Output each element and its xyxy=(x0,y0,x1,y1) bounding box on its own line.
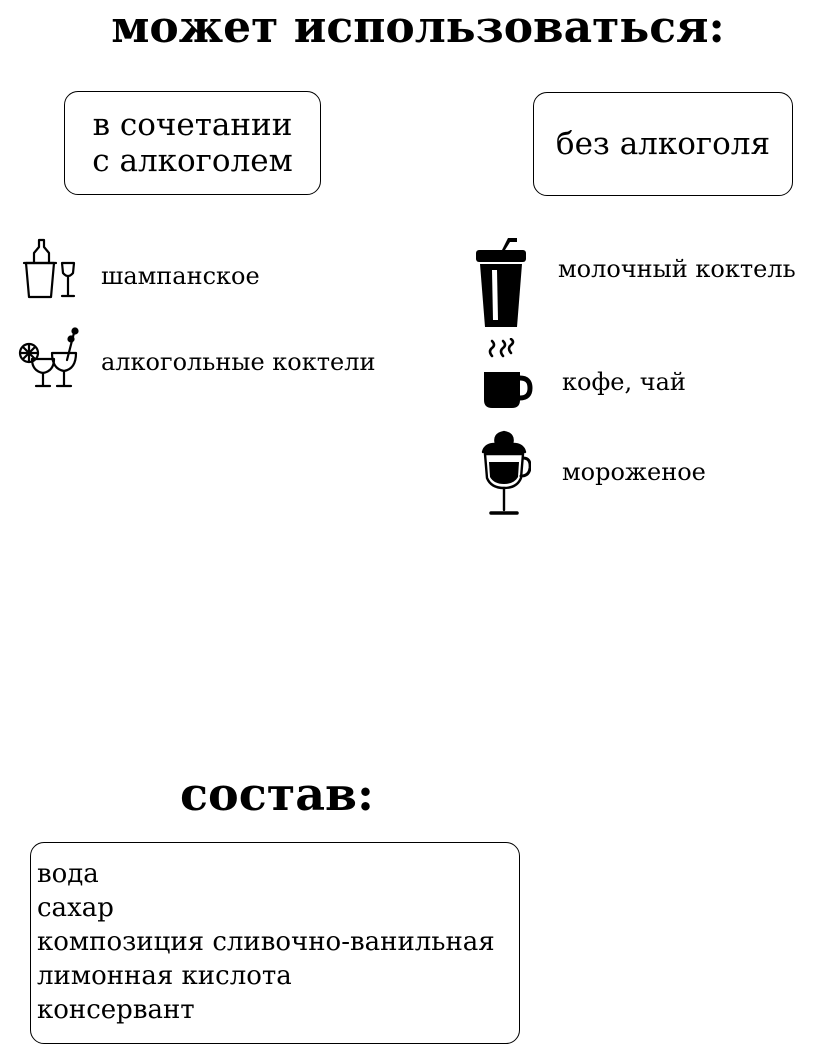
ingredients-list xyxy=(37,857,519,1027)
without-alcohol-item-coffee-tea: кофе, чай xyxy=(562,368,686,396)
without-alcohol-item-ice-cream: мороженое xyxy=(562,458,706,486)
cocktails-icon xyxy=(18,325,80,391)
without-alcohol-label: без алкоголя xyxy=(555,126,771,162)
ingredient-item: лимонная кислота xyxy=(37,961,292,991)
ingredient-item: вода xyxy=(37,859,99,889)
with-alcohol-label-line-2: с алкоголем xyxy=(92,143,293,179)
takeaway-cup-straw-icon xyxy=(472,234,530,330)
ingredient-item: консервант xyxy=(37,995,195,1025)
page-title: может использоваться: xyxy=(111,2,725,53)
with-alcohol-item-champagne: шампанское xyxy=(101,262,260,290)
steaming-mug-icon xyxy=(480,338,534,410)
composition-title: состав: xyxy=(180,767,374,821)
ingredient-item: композиция сливочно-ванильная xyxy=(37,927,495,957)
without-alcohol-item-milkshake: молочный коктель xyxy=(558,255,796,283)
with-alcohol-box xyxy=(64,91,321,195)
with-alcohol-label-line-1: в сочетании xyxy=(92,107,293,143)
ingredient-item: сахар xyxy=(37,893,114,923)
champagne-bucket-icon xyxy=(22,237,78,301)
without-alcohol-box xyxy=(533,92,793,196)
ice-cream-glass-icon xyxy=(477,430,531,518)
ingredients-box xyxy=(30,842,520,1044)
with-alcohol-item-cocktails: алкогольные коктели xyxy=(101,348,376,376)
